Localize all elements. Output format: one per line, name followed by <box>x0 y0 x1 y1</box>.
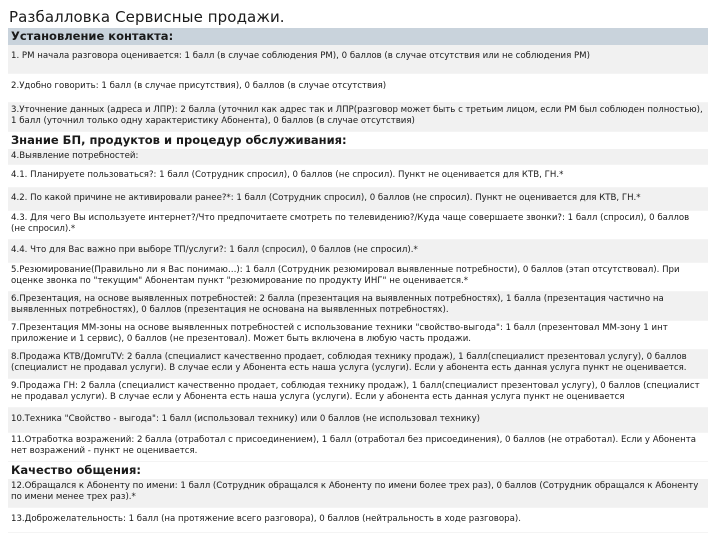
document <box>8 6 708 533</box>
list-item: 3.Уточнение данных (адреса и ЛПР): 2 балла (уточнил как адрес так и ЛПР(разговор может быть с третьим лицом, если РМ был соблюден полностью), 1 балл (уточнил только одну характеристику Абонента), 0 баллов (в случае отсутствия) <box>8 103 708 132</box>
list-item: 4.4. Что для Вас важно при выборе ТП/услуги?: 1 балл (спросил), 0 баллов (не спросил).* <box>8 240 708 263</box>
list-item: 12.Обращался к Абоненту по имени: 1 балл (Сотрудник обращался к Абоненту по имени более трех раз), 0 баллов (Сотрудник обращался к Абоненту по имени менее трех раз).* <box>8 479 708 508</box>
list-item: 4.3. Для чего Вы используете интернет?/Что предпочитаете смотреть по телевидению?/Куда чаще совершаете звонки?: 1 балл (спросил), 0 баллов (не спросил).* <box>8 211 708 240</box>
section-header-contact: Установление контакта: <box>8 28 708 45</box>
list-item: 9.Продажа ГН: 2 балла (специалист качественно продает, соблюдая технику продаж), 1 балл(специалист презентовал услугу), 0 баллов (специалист не продавал услуги). В случае если у Абонента есть наша услуга (услуги). Если у абонента есть данная услуга пункт не оценивается <box>8 379 708 408</box>
list-item: 5.Резюмирование(Правильно ли я Вас понимаю…): 1 балл (Сотрудник резюмировал выявленные потребности), 0 баллов (этап отсутствовал). При оценке звонка по "текущим" Абонентам пункт "резюмирование по продукту ИНГ" не оценивается.* <box>8 263 708 292</box>
section-header-communication: Качество общения: <box>11 463 141 477</box>
page-title: Разбалловка Сервисные продажи. <box>9 8 285 26</box>
list-item: 6.Презентация, на основе выявленных потребностей: 2 балла (презентация на выявленных потребностях), 1 балла (презентация частично на выявленных потребностях), 0 баллов (презентация не основана на выявленных потребностях). <box>8 292 708 321</box>
list-item: 1. РМ начала разговора оценивается: 1 балл (в случае соблюдения РМ), 0 баллов (в случае отсутствия или не соблюдения РМ) <box>8 45 708 74</box>
list-item: 7.Презентация ММ-зоны на основе выявленных потребностей с использование техники "свойство-выгода": 1 балл (презентовал ММ-зону 1 инт приложение и 1 сервис), 0 баллов (не презентовал). Может быть включена в любую часть продажи. <box>8 321 708 350</box>
list-item: 8.Продажа КТВ/ДомruTV: 2 балла (специалист качественно продает, соблюдая технику продаж), 1 балл(специалист презентовал услугу), 0 баллов (специалист не продавал услуги). В случае если у Абонента есть наша услуга (услуги). Если у абонента есть данная услуга пункт не оценивается. <box>8 350 708 379</box>
list-item: 10.Техника "Свойство - выгода": 1 балл (использовал технику) или 0 баллов (не использовал технику) <box>8 408 708 433</box>
list-item: 11.Отработка возражений: 2 балла (отработал с присоединением), 1 балл (отработал без присоединения), 0 баллов (не отработал). Если у Абонента нет возражений - пункт не оценивается. <box>8 433 708 462</box>
list-item: 13.Доброжелательность: 1 балл (на протяжение всего разговора), 0 баллов (нейтральность в ходе разговора). <box>8 508 708 533</box>
list-item: 4.Выявление потребностей: <box>8 149 708 165</box>
list-item: 2.Удобно говорить: 1 балл (в случае присутствия), 0 баллов (в случае отсутствия) <box>8 74 708 103</box>
list-item: 4.2. По какой причине не активировали ранее?*: 1 балл (Сотрудник спросил), 0 баллов (не спросил). Пункт не оценивается для КТВ, ГН.* <box>8 188 708 211</box>
section-header-knowledge: Знание БП, продуктов и процедур обслуживания: <box>11 133 347 147</box>
list-item: 4.1. Планируете пользоваться?: 1 балл (Сотрудник спросил), 0 баллов (не спросил). Пункт не оценивается для КТВ, ГН.* <box>8 165 708 188</box>
